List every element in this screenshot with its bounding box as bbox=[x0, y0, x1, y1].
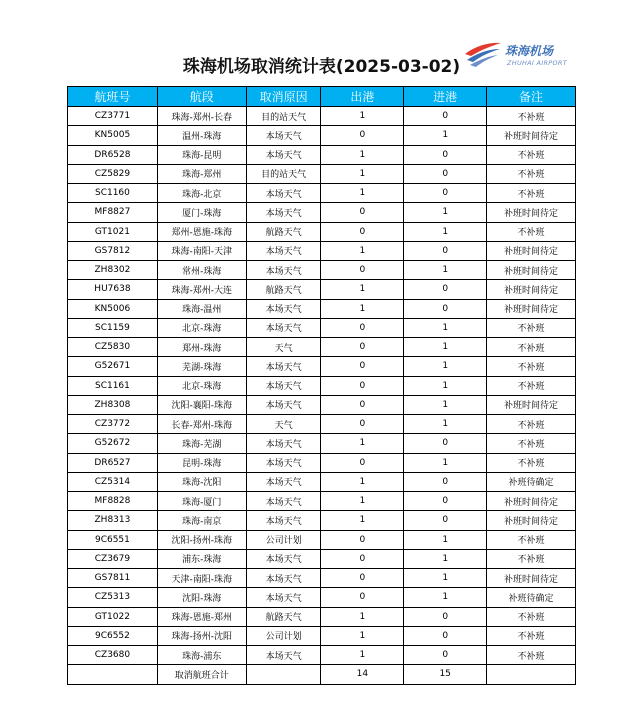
remark-cell: 不补班 bbox=[487, 626, 576, 645]
flight-no-cell: 9C6552 bbox=[68, 626, 158, 645]
flight-no-cell: MF8827 bbox=[68, 203, 158, 222]
route-cell: 芜湖-珠海 bbox=[157, 357, 246, 376]
departure-cell: 1 bbox=[321, 241, 404, 260]
reason-cell: 本场天气 bbox=[246, 357, 321, 376]
reason-cell: 本场天气 bbox=[246, 318, 321, 337]
table-row bbox=[68, 511, 576, 530]
reason-cell: 航路天气 bbox=[246, 607, 321, 626]
route-cell: 珠海-昆明 bbox=[157, 145, 246, 164]
remark-cell: 补班时间待定 bbox=[487, 299, 576, 318]
airport-logo-icon bbox=[463, 40, 503, 68]
arrival-cell: 0 bbox=[404, 646, 487, 665]
route-cell: 珠海-北京 bbox=[157, 184, 246, 203]
route-cell: 温州-珠海 bbox=[157, 126, 246, 145]
total-blank-cell bbox=[68, 665, 158, 684]
remark-cell: 补班待确定 bbox=[487, 588, 576, 607]
route-cell: 长春-郑州-珠海 bbox=[157, 415, 246, 434]
arrival-cell: 1 bbox=[404, 338, 487, 357]
departure-cell: 0 bbox=[321, 415, 404, 434]
flight-no-cell: G52671 bbox=[68, 357, 158, 376]
arrival-cell: 1 bbox=[404, 261, 487, 280]
table-row bbox=[68, 164, 576, 183]
total-departure: 14 bbox=[321, 665, 404, 684]
table-row bbox=[68, 530, 576, 549]
header-route: 航段 bbox=[157, 87, 246, 107]
route-cell: 珠海-郑州-长春 bbox=[157, 107, 246, 126]
remark-cell: 补班时间待定 bbox=[487, 511, 576, 530]
departure-cell: 1 bbox=[321, 646, 404, 665]
flight-no-cell: GT1021 bbox=[68, 222, 158, 241]
reason-cell: 目的站天气 bbox=[246, 107, 321, 126]
route-cell: 珠海-郑州-大连 bbox=[157, 280, 246, 299]
table-row bbox=[68, 492, 576, 511]
remark-cell: 补班时间待定 bbox=[487, 241, 576, 260]
route-cell: 沈阳-珠海 bbox=[157, 588, 246, 607]
table-row bbox=[68, 203, 576, 222]
flight-no-cell: CZ5829 bbox=[68, 164, 158, 183]
page-title: 珠海机场取消统计表(2025-03-02) bbox=[182, 57, 461, 77]
flight-no-cell: 9C6551 bbox=[68, 530, 158, 549]
departure-cell: 1 bbox=[321, 434, 404, 453]
remark-cell: 不补班 bbox=[487, 184, 576, 203]
route-cell: 珠海-厦门 bbox=[157, 492, 246, 511]
route-cell: 珠海-南阳-天津 bbox=[157, 241, 246, 260]
reason-cell: 本场天气 bbox=[246, 569, 321, 588]
flight-no-cell: ZH8313 bbox=[68, 511, 158, 530]
departure-cell: 1 bbox=[321, 299, 404, 318]
flight-no-cell: GS7811 bbox=[68, 569, 158, 588]
flight-no-cell: CZ3771 bbox=[68, 107, 158, 126]
route-cell: 珠海-南京 bbox=[157, 511, 246, 530]
flight-no-cell: SC1159 bbox=[68, 318, 158, 337]
route-cell: 常州-珠海 bbox=[157, 261, 246, 280]
remark-cell: 不补班 bbox=[487, 549, 576, 568]
flight-no-cell: CZ3772 bbox=[68, 415, 158, 434]
table-row bbox=[68, 222, 576, 241]
arrival-cell: 0 bbox=[404, 472, 487, 491]
remark-cell: 补班时间待定 bbox=[487, 203, 576, 222]
flight-no-cell: HU7638 bbox=[68, 280, 158, 299]
arrival-cell: 1 bbox=[404, 569, 487, 588]
arrival-cell: 0 bbox=[404, 607, 487, 626]
reason-cell: 本场天气 bbox=[246, 549, 321, 568]
logo-text-en: ZHUHAI AIRPORT bbox=[507, 59, 568, 67]
arrival-cell: 0 bbox=[404, 511, 487, 530]
departure-cell: 0 bbox=[321, 126, 404, 145]
reason-cell: 本场天气 bbox=[246, 646, 321, 665]
route-cell: 郑州-珠海 bbox=[157, 338, 246, 357]
reason-cell: 目的站天气 bbox=[246, 164, 321, 183]
reason-cell: 本场天气 bbox=[246, 588, 321, 607]
departure-cell: 1 bbox=[321, 607, 404, 626]
arrival-cell: 0 bbox=[404, 241, 487, 260]
flight-no-cell: SC1161 bbox=[68, 376, 158, 395]
remark-cell: 补班时间待定 bbox=[487, 395, 576, 414]
remark-cell: 不补班 bbox=[487, 107, 576, 126]
remark-cell: 不补班 bbox=[487, 318, 576, 337]
flight-no-cell: CZ3679 bbox=[68, 549, 158, 568]
route-cell: 沈阳-扬州-珠海 bbox=[157, 530, 246, 549]
table-row bbox=[68, 107, 576, 126]
flight-no-cell: G52672 bbox=[68, 434, 158, 453]
arrival-cell: 1 bbox=[404, 530, 487, 549]
cancellation-table bbox=[67, 86, 576, 685]
reason-cell: 本场天气 bbox=[246, 261, 321, 280]
table-row bbox=[68, 184, 576, 203]
reason-cell: 本场天气 bbox=[246, 395, 321, 414]
flight-no-cell: MF8828 bbox=[68, 492, 158, 511]
departure-cell: 1 bbox=[321, 107, 404, 126]
table-row bbox=[68, 646, 576, 665]
arrival-cell: 0 bbox=[404, 626, 487, 645]
departure-cell: 0 bbox=[321, 261, 404, 280]
reason-cell: 本场天气 bbox=[246, 434, 321, 453]
reason-cell: 本场天气 bbox=[246, 241, 321, 260]
table-row bbox=[68, 145, 576, 164]
route-cell: 浦东-珠海 bbox=[157, 549, 246, 568]
route-cell: 珠海-恩施-郑州 bbox=[157, 607, 246, 626]
arrival-cell: 1 bbox=[404, 126, 487, 145]
departure-cell: 1 bbox=[321, 492, 404, 511]
route-cell: 珠海-郑州 bbox=[157, 164, 246, 183]
table-row bbox=[68, 549, 576, 568]
table-row bbox=[68, 607, 576, 626]
remark-cell: 不补班 bbox=[487, 530, 576, 549]
flight-no-cell: CZ5313 bbox=[68, 588, 158, 607]
remark-cell: 不补班 bbox=[487, 415, 576, 434]
departure-cell: 0 bbox=[321, 318, 404, 337]
remark-cell: 补班时间待定 bbox=[487, 569, 576, 588]
reason-cell: 本场天气 bbox=[246, 184, 321, 203]
departure-cell: 0 bbox=[321, 530, 404, 549]
reason-cell: 本场天气 bbox=[246, 472, 321, 491]
header-reason: 取消原因 bbox=[246, 87, 321, 107]
reason-cell: 本场天气 bbox=[246, 203, 321, 222]
departure-cell: 1 bbox=[321, 626, 404, 645]
total-blank-cell bbox=[246, 665, 321, 684]
flight-no-cell: CZ5830 bbox=[68, 338, 158, 357]
flight-no-cell: DR6528 bbox=[68, 145, 158, 164]
reason-cell: 天气 bbox=[246, 415, 321, 434]
remark-cell: 不补班 bbox=[487, 453, 576, 472]
table-row bbox=[68, 318, 576, 337]
table-row bbox=[68, 261, 576, 280]
arrival-cell: 0 bbox=[404, 434, 487, 453]
table-row bbox=[68, 280, 576, 299]
table-row bbox=[68, 434, 576, 453]
arrival-cell: 0 bbox=[404, 184, 487, 203]
flight-no-cell: KN5006 bbox=[68, 299, 158, 318]
reason-cell: 本场天气 bbox=[246, 299, 321, 318]
flight-no-cell: CZ3680 bbox=[68, 646, 158, 665]
remark-cell: 补班待确定 bbox=[487, 472, 576, 491]
table-header-row bbox=[68, 87, 576, 107]
route-cell: 沈阳-襄阳-珠海 bbox=[157, 395, 246, 414]
remark-cell: 不补班 bbox=[487, 164, 576, 183]
reason-cell: 本场天气 bbox=[246, 126, 321, 145]
header-departure: 出港 bbox=[321, 87, 404, 107]
reason-cell: 公司计划 bbox=[246, 626, 321, 645]
route-cell: 珠海-芜湖 bbox=[157, 434, 246, 453]
total-label: 取消航班合计 bbox=[157, 665, 246, 684]
arrival-cell: 1 bbox=[404, 549, 487, 568]
arrival-cell: 1 bbox=[404, 203, 487, 222]
arrival-cell: 1 bbox=[404, 376, 487, 395]
route-cell: 天津-南阳-珠海 bbox=[157, 569, 246, 588]
departure-cell: 1 bbox=[321, 280, 404, 299]
flight-no-cell: DR6527 bbox=[68, 453, 158, 472]
reason-cell: 本场天气 bbox=[246, 145, 321, 164]
remark-cell: 补班时间待定 bbox=[487, 492, 576, 511]
departure-cell: 1 bbox=[321, 472, 404, 491]
flight-no-cell: ZH8308 bbox=[68, 395, 158, 414]
remark-cell: 不补班 bbox=[487, 646, 576, 665]
departure-cell: 0 bbox=[321, 376, 404, 395]
reason-cell: 天气 bbox=[246, 338, 321, 357]
departure-cell: 0 bbox=[321, 203, 404, 222]
header-flight-no: 航班号 bbox=[68, 87, 158, 107]
route-cell: 珠海-扬州-沈阳 bbox=[157, 626, 246, 645]
arrival-cell: 1 bbox=[404, 588, 487, 607]
arrival-cell: 1 bbox=[404, 357, 487, 376]
route-cell: 郑州-恩施-珠海 bbox=[157, 222, 246, 241]
arrival-cell: 1 bbox=[404, 222, 487, 241]
table-row bbox=[68, 569, 576, 588]
remark-cell: 不补班 bbox=[487, 338, 576, 357]
arrival-cell: 1 bbox=[404, 395, 487, 414]
arrival-cell: 1 bbox=[404, 453, 487, 472]
remark-cell: 不补班 bbox=[487, 376, 576, 395]
departure-cell: 0 bbox=[321, 569, 404, 588]
table-row bbox=[68, 588, 576, 607]
header-arrival: 进港 bbox=[404, 87, 487, 107]
departure-cell: 0 bbox=[321, 588, 404, 607]
table-row bbox=[68, 338, 576, 357]
arrival-cell: 1 bbox=[404, 318, 487, 337]
departure-cell: 0 bbox=[321, 222, 404, 241]
table-row bbox=[68, 357, 576, 376]
route-cell: 珠海-温州 bbox=[157, 299, 246, 318]
flight-no-cell: CZ5314 bbox=[68, 472, 158, 491]
route-cell: 昆明-珠海 bbox=[157, 453, 246, 472]
flight-no-cell: KN5005 bbox=[68, 126, 158, 145]
route-cell: 厦门-珠海 bbox=[157, 203, 246, 222]
arrival-cell: 1 bbox=[404, 415, 487, 434]
remark-cell: 补班时间待定 bbox=[487, 126, 576, 145]
reason-cell: 航路天气 bbox=[246, 222, 321, 241]
remark-cell: 不补班 bbox=[487, 357, 576, 376]
airport-logo bbox=[463, 38, 573, 72]
remark-cell: 不补班 bbox=[487, 434, 576, 453]
route-cell: 北京-珠海 bbox=[157, 318, 246, 337]
logo-text-cn: 珠海机场 bbox=[505, 44, 554, 58]
reason-cell: 本场天气 bbox=[246, 511, 321, 530]
flight-no-cell: SC1160 bbox=[68, 184, 158, 203]
departure-cell: 1 bbox=[321, 511, 404, 530]
reason-cell: 航路天气 bbox=[246, 280, 321, 299]
remark-cell: 补班时间待定 bbox=[487, 261, 576, 280]
route-cell: 珠海-沈阳 bbox=[157, 472, 246, 491]
arrival-cell: 0 bbox=[404, 299, 487, 318]
departure-cell: 1 bbox=[321, 145, 404, 164]
departure-cell: 0 bbox=[321, 549, 404, 568]
arrival-cell: 0 bbox=[404, 280, 487, 299]
total-arrival: 15 bbox=[404, 665, 487, 684]
departure-cell: 0 bbox=[321, 453, 404, 472]
reason-cell: 公司计划 bbox=[246, 530, 321, 549]
remark-cell: 不补班 bbox=[487, 145, 576, 164]
header-remark: 备注 bbox=[487, 87, 576, 107]
remark-cell: 不补班 bbox=[487, 607, 576, 626]
table-row bbox=[68, 241, 576, 260]
departure-cell: 0 bbox=[321, 338, 404, 357]
departure-cell: 0 bbox=[321, 395, 404, 414]
total-blank-cell bbox=[487, 665, 576, 684]
table-row bbox=[68, 299, 576, 318]
table-row bbox=[68, 126, 576, 145]
reason-cell: 本场天气 bbox=[246, 453, 321, 472]
arrival-cell: 0 bbox=[404, 107, 487, 126]
remark-cell: 补班时间待定 bbox=[487, 280, 576, 299]
departure-cell: 1 bbox=[321, 164, 404, 183]
flight-no-cell: GT1022 bbox=[68, 607, 158, 626]
arrival-cell: 0 bbox=[404, 145, 487, 164]
reason-cell: 本场天气 bbox=[246, 376, 321, 395]
remark-cell: 不补班 bbox=[487, 222, 576, 241]
total-row bbox=[68, 665, 576, 684]
table-row bbox=[68, 472, 576, 491]
route-cell: 北京-珠海 bbox=[157, 376, 246, 395]
table-row bbox=[68, 415, 576, 434]
table-row bbox=[68, 453, 576, 472]
departure-cell: 1 bbox=[321, 184, 404, 203]
flight-no-cell: GS7812 bbox=[68, 241, 158, 260]
flight-no-cell: ZH8302 bbox=[68, 261, 158, 280]
table-row bbox=[68, 395, 576, 414]
departure-cell: 0 bbox=[321, 357, 404, 376]
arrival-cell: 0 bbox=[404, 492, 487, 511]
table-row bbox=[68, 626, 576, 645]
arrival-cell: 0 bbox=[404, 164, 487, 183]
table-row bbox=[68, 376, 576, 395]
route-cell: 珠海-浦东 bbox=[157, 646, 246, 665]
reason-cell: 本场天气 bbox=[246, 492, 321, 511]
